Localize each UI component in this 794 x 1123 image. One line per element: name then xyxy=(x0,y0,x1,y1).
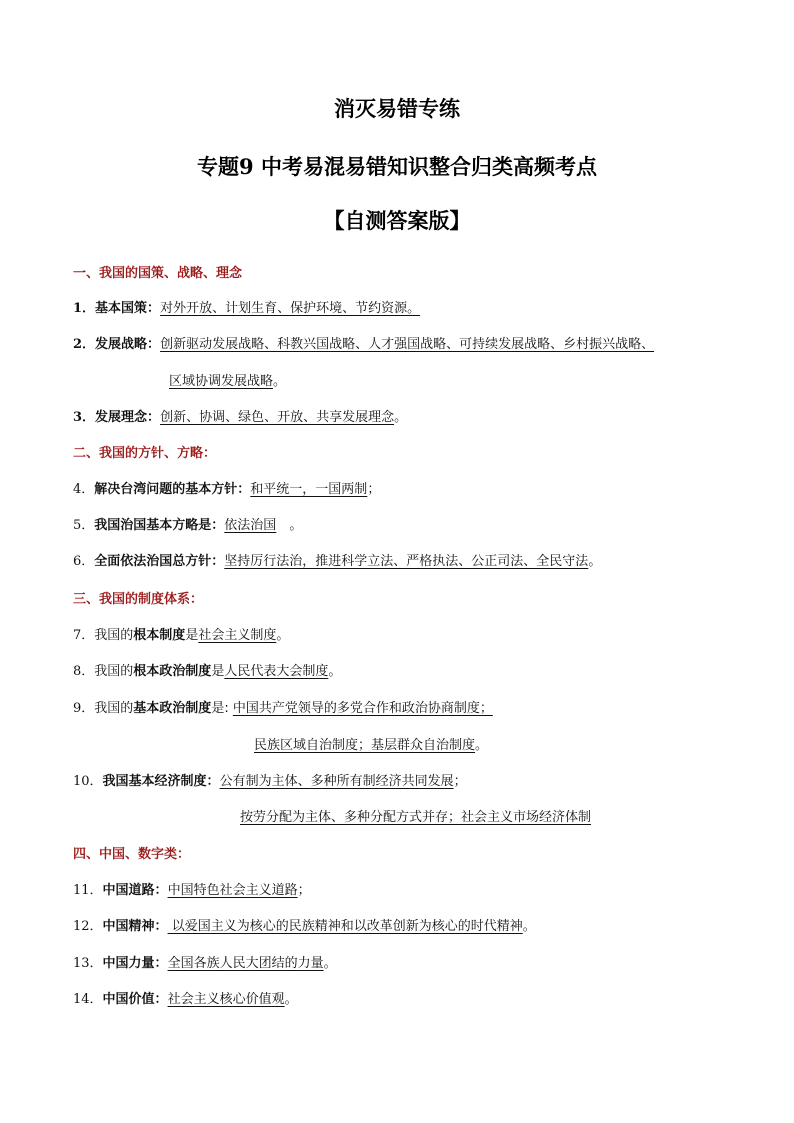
item-answer: 坚持厉行法治，推进科学立法、严格执法、公正司法、全民守法 xyxy=(224,554,589,569)
doc-edition: 【自测答案版】 xyxy=(323,208,471,233)
item-number: 4． xyxy=(73,482,95,497)
item-number: 7． xyxy=(73,628,95,643)
item-post: 是: xyxy=(211,701,233,716)
list-item-12 xyxy=(73,915,536,934)
item-pre: 我国的 xyxy=(94,701,134,716)
item-label: 中国道路： xyxy=(102,883,168,898)
item-label: 我国治国基本方略是： xyxy=(94,518,225,533)
item-number: 9． xyxy=(73,701,95,716)
doc-subtitle: 专题9 中考易混易错知识整合归类高频考点 xyxy=(197,154,597,179)
list-item-14 xyxy=(73,988,298,1007)
section-heading-3: 三、我国的制度体系： xyxy=(73,592,204,607)
item-number: 10． xyxy=(73,774,103,789)
section-heading-2: 二、我国的方针、方略： xyxy=(73,446,217,461)
item-label: 中国精神： xyxy=(102,919,168,934)
list-item-4 xyxy=(73,478,380,497)
item-answer: 社会主义制度 xyxy=(198,628,277,643)
list-item-11 xyxy=(73,879,311,898)
item-label: 解决台湾问题的基本方针： xyxy=(94,482,251,497)
list-item-3 xyxy=(73,406,407,425)
item-answer-continued: 民族区域自治制度；基层群众自治制度 xyxy=(254,738,476,753)
list-item-6 xyxy=(73,550,601,569)
item-pre: 我国的 xyxy=(94,628,134,643)
item-suffix: ； xyxy=(297,883,311,898)
list-item-8 xyxy=(73,660,341,679)
item-bold: 根本政治制度 xyxy=(133,664,212,679)
item-suffix: 。 xyxy=(323,956,337,971)
item-suffix: ； xyxy=(453,774,467,789)
list-item-10 xyxy=(73,770,467,789)
item-answer: 以爱国主义为核心的民族精神和以改革创新为核心的时代精神 xyxy=(167,919,523,934)
item-number: 3． xyxy=(73,410,96,425)
item-label: 中国力量： xyxy=(102,956,168,971)
item-bold: 基本政治制度 xyxy=(133,701,212,716)
item-number: 6． xyxy=(73,554,95,569)
item-post: 是 xyxy=(211,664,225,679)
item-answer: 中国特色社会主义道路 xyxy=(167,883,298,898)
item-suffix: 。 xyxy=(284,992,298,1007)
list-item-7 xyxy=(73,624,289,643)
section-heading-1: 一、我国的国策、战略、理念 xyxy=(73,266,243,281)
doc-title: 消灭易错专练 xyxy=(334,96,460,121)
item-label: 全面依法治国总方针： xyxy=(94,554,225,569)
list-item-2-continued xyxy=(169,370,286,389)
item-suffix: 。 xyxy=(276,628,290,643)
item-answer: 人民代表大会制度 xyxy=(224,664,329,679)
list-item-5 xyxy=(73,514,302,533)
item-number: 8． xyxy=(73,664,95,679)
item-answer: 公有制为主体、多种所有制经济共同发展 xyxy=(219,774,454,789)
item-suffix: 。 xyxy=(588,554,602,569)
item-number: 13． xyxy=(73,956,103,971)
item-number: 1． xyxy=(73,301,96,316)
list-item-9-continued xyxy=(254,734,488,753)
item-pre: 我国的 xyxy=(94,664,134,679)
item-number: 5． xyxy=(73,518,95,533)
list-item-10-continued xyxy=(240,806,591,825)
item-number: 2． xyxy=(73,337,96,352)
item-suffix: 。 xyxy=(475,738,489,753)
item-suffix: 。 xyxy=(394,410,408,425)
item-label: 基本国策： xyxy=(95,301,161,316)
item-answer-continued: 按劳分配为主体、多种分配方式并存；社会主义市场经济体制 xyxy=(240,810,592,825)
item-label: 发展理念： xyxy=(95,410,161,425)
item-suffix: 。 xyxy=(276,518,303,533)
item-number: 11． xyxy=(73,883,103,898)
item-bold: 根本制度 xyxy=(133,628,186,643)
item-number: 12． xyxy=(73,919,103,934)
item-label: 中国价值： xyxy=(102,992,168,1007)
item-answer-continued: 区域协调发展战略 xyxy=(169,374,274,389)
item-answer: 创新、协调、绿色、开放、共享发展理念 xyxy=(160,410,395,425)
item-answer: 对外开放、计划生育、保护环境、节约资源。 xyxy=(160,301,421,316)
list-item-1 xyxy=(73,297,420,316)
list-item-2 xyxy=(73,333,654,352)
list-item-13 xyxy=(73,952,337,971)
item-number: 14． xyxy=(73,992,103,1007)
item-answer: 依法治国 xyxy=(224,518,277,533)
item-post: 是 xyxy=(185,628,199,643)
section-heading-4: 四、中国、数字类： xyxy=(73,847,191,862)
item-label: 发展战略： xyxy=(95,337,161,352)
item-suffix: 。 xyxy=(273,374,287,389)
item-answer: 中国共产党领导的多党合作和政治协商制度； xyxy=(232,701,493,716)
item-suffix: ； xyxy=(367,482,381,497)
item-answer: 全国各族人民大团结的力量 xyxy=(167,956,324,971)
item-suffix: 。 xyxy=(522,919,536,934)
list-item-9 xyxy=(73,697,493,716)
item-answer: 创新驱动发展战略、科教兴国战略、人才强国战略、可持续发展战略、乡村振兴战略、 xyxy=(160,337,655,352)
item-suffix: 。 xyxy=(328,664,342,679)
item-label: 我国基本经济制度： xyxy=(102,774,220,789)
item-answer: 和平统一，一国两制 xyxy=(250,482,368,497)
item-answer: 社会主义核心价值观 xyxy=(167,992,285,1007)
